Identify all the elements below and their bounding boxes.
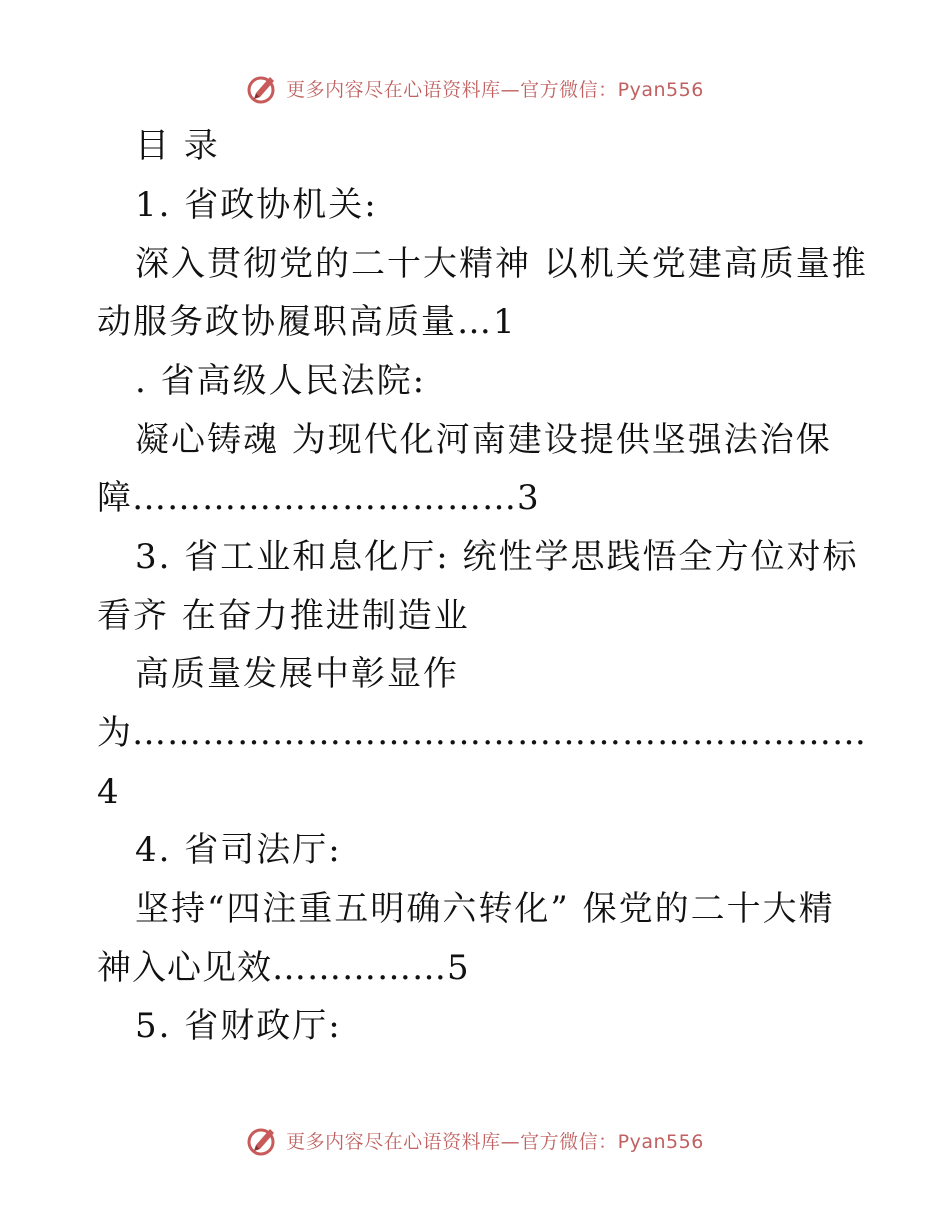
toc-entry-3-leader: 为……………………………………………………… [97, 713, 867, 753]
watermark-text: 更多内容尽在心语资料库—官方微信：Pyan556 [286, 78, 704, 101]
toc-entry-2-text-cont: 障……………………………3 [97, 478, 540, 518]
toc-entry-1-text-cont: 动服务政协履职高质量…1 [97, 302, 517, 342]
toc-entry-3-text: 看齐 在奋力推进制造业 [97, 596, 470, 636]
watermark-text: 更多内容尽在心语资料库—官方微信：Pyan556 [286, 1130, 704, 1153]
pen-nib-circle-icon [246, 71, 280, 105]
toc-entry-2-text: 凝心铸魂 为现代化河南建设提供坚强法治保 [135, 420, 832, 460]
toc-entry-3-page: 4 [97, 772, 121, 812]
toc-entry-3-text-cont: 高质量发展中彰显作 [135, 654, 459, 694]
toc-title: 目 录 [135, 126, 220, 166]
toc-entry-1-text: 深入贯彻党的二十大精神 以机关党建高质量推 [135, 244, 868, 284]
watermark-banner-top [0, 68, 950, 108]
toc-entry-5-heading: 5. 省财政厅: [135, 1006, 342, 1046]
toc-entry-4-heading: 4. 省司法厅: [135, 830, 342, 870]
toc-entry-2-heading: . 省高级人民法院: [135, 361, 427, 401]
toc-entry-3-heading: 3. 省工业和息化厅: 统性学思践悟全方位对标 [135, 537, 859, 577]
pen-nib-circle-icon [246, 1123, 280, 1157]
watermark-banner-bottom [0, 1120, 950, 1160]
toc-entry-4-text: 坚持“四注重五明确六转化” 保党的二十大精 [135, 889, 835, 929]
toc-entry-4-text-cont: 神入心见效……………5 [97, 948, 470, 988]
toc-entry-1-heading: 1. 省政协机关: [135, 185, 378, 225]
